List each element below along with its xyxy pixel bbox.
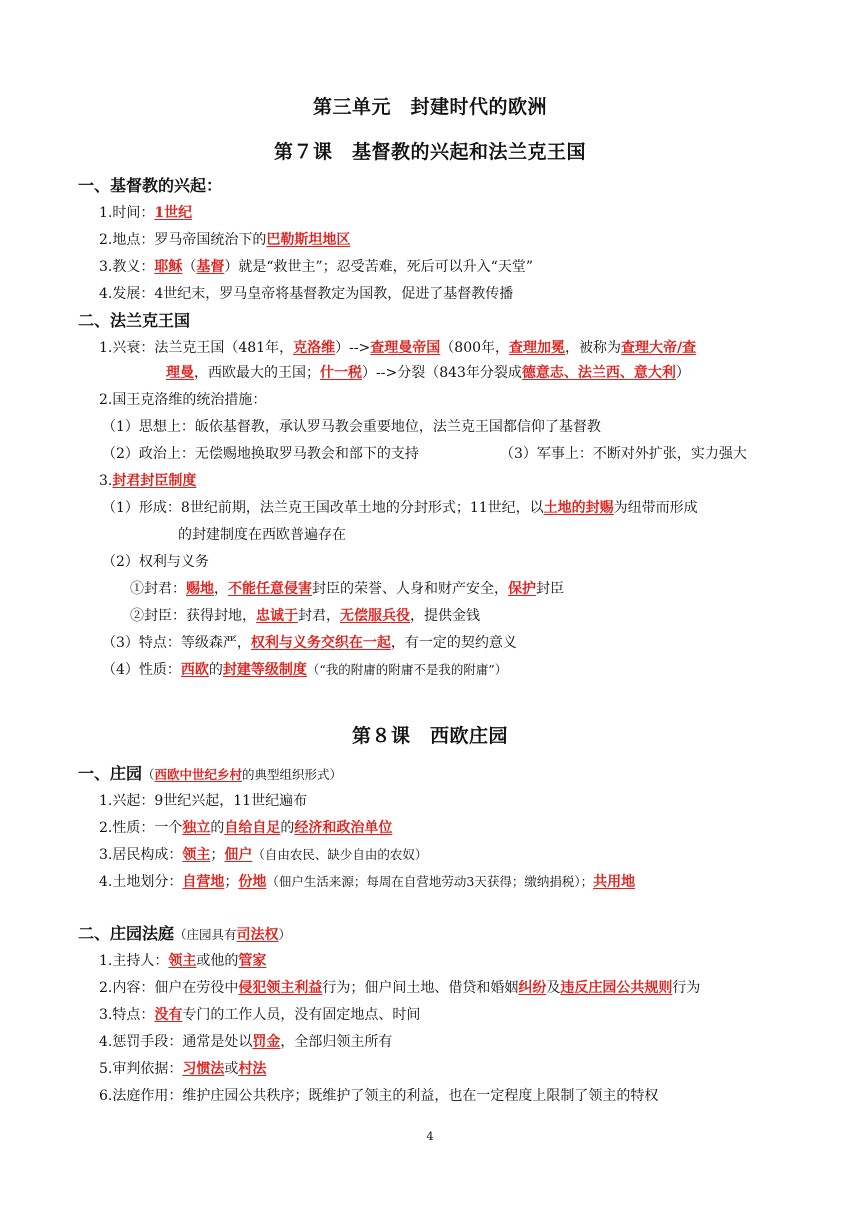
court-penalty: 4.惩罚手段：通常是处以罚金，全部归领主所有: [99, 1034, 393, 1050]
court-content: 2.内容：佃户在劳役中侵犯领主利益行为；佃户间土地、借贷和婚姻纠纷及违反庄园公共规则行为: [99, 980, 701, 996]
manor-land: 4.土地划分：自营地；份地（佃户生活来源；每周在自营地劳动3天获得；缴纳捐税）；共用地: [99, 874, 636, 890]
answer-place: 巴勒斯坦地区: [266, 232, 351, 248]
measure-politics: （2）政治上：无偿赐地换取罗马教会和部下的支持: [102, 446, 419, 462]
lesson7-section1-heading: 一、基督教的兴起：: [78, 176, 223, 195]
lesson7-title: 第７课 基督教的兴起和法兰克王国: [273, 141, 586, 163]
lesson8-section2-heading: 二、庄园法庭（庄园具有司法权）: [78, 924, 292, 943]
vassal-line: ②封臣：获得封地，忠诚于封君，无偿服兵役，提供金钱: [130, 608, 480, 624]
feudal-formation-2: 的封建制度在西欧普遍存在: [178, 527, 346, 543]
time-line: 1.时间：1世纪: [99, 205, 193, 221]
lesson8-section1-heading: 一、庄园（西欧中世纪乡村的典型组织形式）: [78, 764, 343, 783]
page-number: 4: [426, 1130, 434, 1143]
doctrine-line: 3.教义：耶稣（基督）就是“救世主”；忍受苦难，死后可以升入“天堂”: [99, 259, 533, 275]
court-role: 6.法庭作用：维护庄园公共秩序；既维护了领主的利益，也在一定程度上限制了领主的特权: [99, 1088, 659, 1104]
court-feature: 3.特点：没有专门的工作人员，没有固定地点、时间: [99, 1007, 421, 1023]
manor-residents: 3.居民构成：领主；佃户（自由农民、缺少自由的农奴）: [99, 847, 428, 863]
answer-time: 1世纪: [154, 205, 193, 221]
rise-line-1: 1.兴衰：法兰克王国（481年，克洛维）-->查理曼帝国（800年，查理加冕，被称为查理大帝/查: [99, 340, 697, 356]
measure-military: （3）军事上：不断对外扩张，实力强大: [500, 446, 747, 462]
feudal-formation-1: （1）形成：8世纪前期，法兰克王国改革土地的分封形式；11世纪，以土地的封赐为纽带而形成: [102, 500, 698, 516]
lord-line: ①封君：赐地，不能任意侵害封臣的荣誉、人身和财产安全，保护封臣: [130, 581, 564, 597]
development-line: 4.发展：4世纪末，罗马皇帝将基督教定为国教，促进了基督教传播: [99, 286, 514, 302]
feudal-heading: 3.封君封臣制度: [99, 473, 197, 489]
place-line: 2.地点：罗马帝国统治下的巴勒斯坦地区: [99, 232, 351, 248]
answer-jesus: 耶稣: [154, 259, 183, 275]
lesson7-section2-heading: 二、法兰克王国: [78, 311, 191, 330]
lesson8-title: 第８课 西欧庄园: [351, 725, 508, 747]
measure-thought: （1）思想上：皈依基督教，承认罗马教会重要地位，法兰克王国都信仰了基督教: [102, 419, 601, 435]
unit-title: 第三单元 封建时代的欧洲: [312, 96, 547, 118]
rise-line-2: 理曼，西欧最大的王国；什一税）-->分裂（843年分裂成德意志、法兰西、意大利）: [166, 365, 690, 381]
manor-nature: 2.性质：一个独立的自给自足的经济和政治单位: [99, 820, 393, 836]
court-host: 1.主持人：领主或他的管家: [99, 953, 267, 969]
feudal-nature: （4）性质：西欧的封建等级制度（“我的附庸的附庸不是我的附庸”）: [102, 662, 508, 678]
feudal-feature: （3）特点：等级森严，权利与义务交织在一起，有一定的契约意义: [102, 635, 517, 651]
rights-duties-heading: （2）权利与义务: [102, 554, 209, 570]
manor-rise: 1.兴起：9世纪兴起，11世纪遍布: [99, 793, 308, 809]
court-basis: 5.审判依据：习惯法或村法: [99, 1061, 267, 1077]
measures-heading: 2.国王克洛维的统治措施：: [99, 392, 267, 408]
answer-christ: 基督: [196, 259, 225, 275]
